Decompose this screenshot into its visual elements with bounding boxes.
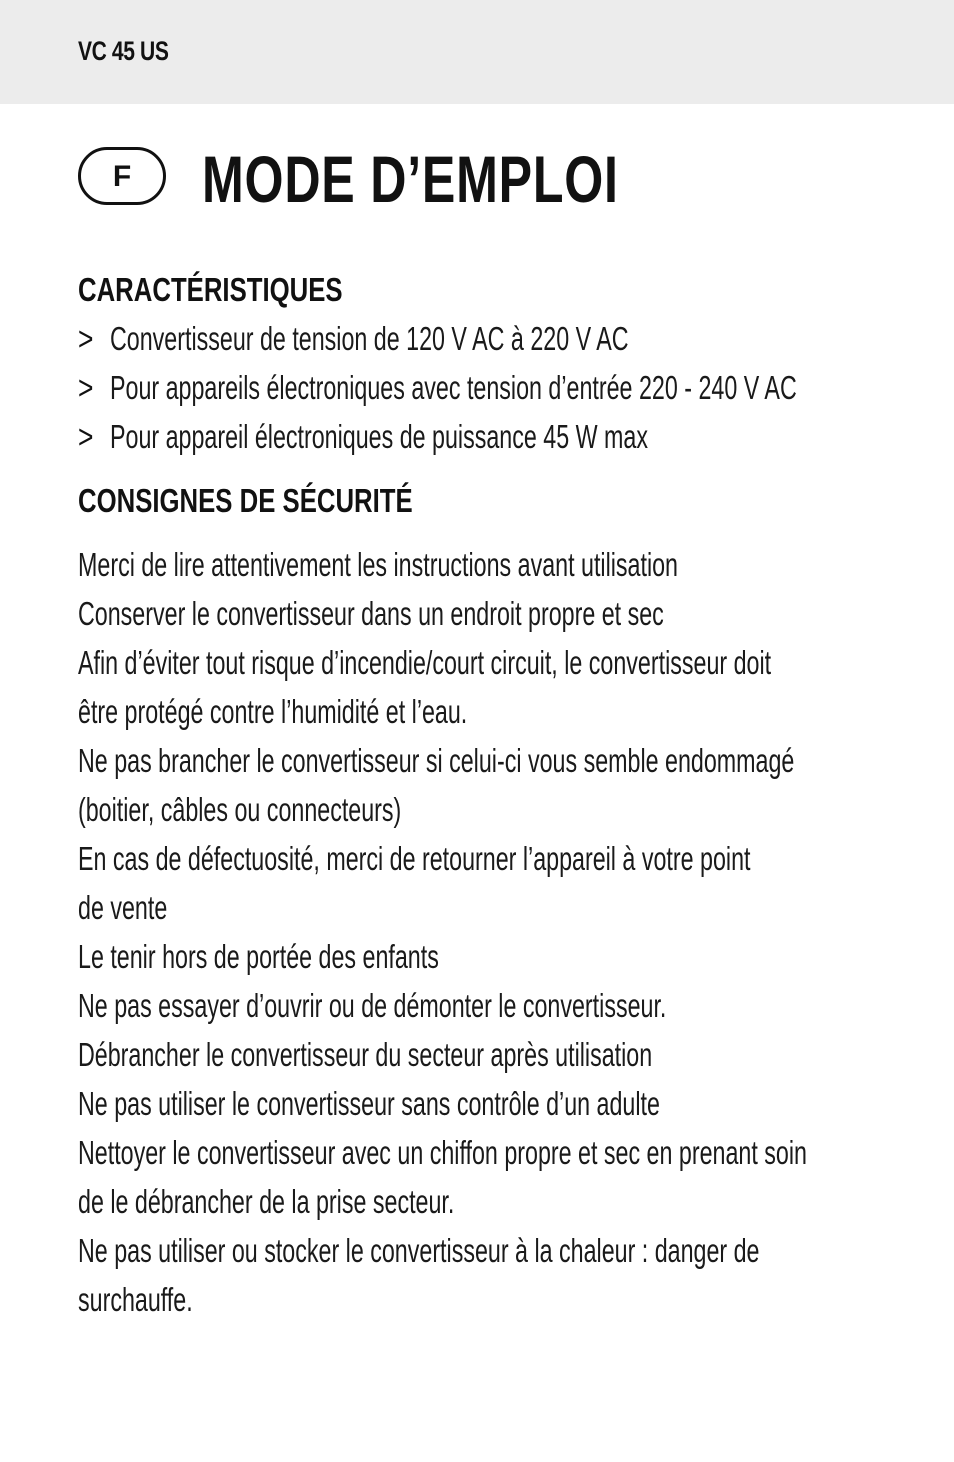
- bullet-marker: >: [78, 320, 94, 357]
- bullet-marker: >: [78, 369, 94, 406]
- safety-line: être protégé contre l’humidité et l’eau.: [78, 693, 468, 730]
- safety-line: de vente: [78, 889, 168, 926]
- language-badge-letter: F: [112, 160, 132, 193]
- model-code: VC 45 US: [78, 36, 169, 66]
- safety-line: de le débrancher de la prise secteur.: [78, 1183, 455, 1220]
- safety-line: Afin d’éviter tout risque d’incendie/court circuit, le convertisseur doit: [78, 644, 772, 681]
- safety-line: Merci de lire attentivement les instructions avant utilisation: [78, 546, 678, 583]
- safety-heading: CONSIGNES DE SÉCURITÉ: [78, 482, 413, 519]
- language-badge: [78, 147, 166, 205]
- safety-line: surchauffe.: [78, 1281, 193, 1318]
- safety-line: En cas de défectuosité, merci de retourner l’appareil à votre point: [78, 840, 751, 877]
- bullet-marker: >: [78, 418, 94, 455]
- safety-line: Ne pas essayer d’ouvrir ou de démonter le convertisseur.: [78, 987, 667, 1024]
- page-title: MODE D’EMPLOI: [202, 142, 619, 216]
- safety-line: Ne pas brancher le convertisseur si celui-ci vous semble endommagé: [78, 742, 795, 779]
- feature-item-text: Pour appareil électroniques de puissance 45 W max: [110, 418, 648, 455]
- safety-line: Le tenir hors de portée des enfants: [78, 938, 439, 975]
- safety-line: Conserver le convertisseur dans un endroit propre et sec: [78, 595, 664, 632]
- safety-line: Débrancher le convertisseur du secteur après utilisation: [78, 1036, 653, 1073]
- safety-line: Nettoyer le convertisseur avec un chiffon propre et sec en prenant soin: [78, 1134, 807, 1171]
- feature-item-text: Convertisseur de tension de 120 V AC à 220 V AC: [110, 320, 629, 357]
- safety-line: Ne pas utiliser le convertisseur sans contrôle d’un adulte: [78, 1085, 660, 1122]
- safety-line: (boitier, câbles ou connecteurs): [78, 791, 402, 828]
- feature-item-text: Pour appareils électroniques avec tension d’entrée 220 - 240 V AC: [110, 369, 797, 406]
- safety-line: Ne pas utiliser ou stocker le convertisseur à la chaleur : danger de: [78, 1232, 760, 1269]
- features-heading: CARACTÉRISTIQUES: [78, 271, 343, 308]
